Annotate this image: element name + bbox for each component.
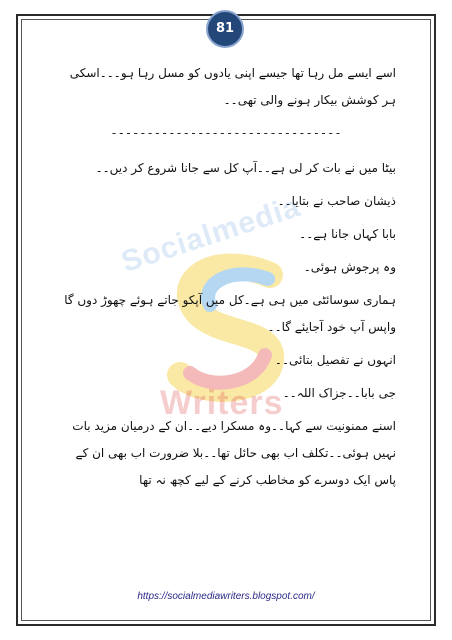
story-body [56,60,396,500]
paragraph: ذیشان صاحب نے بتایا۔۔ [277,194,396,208]
section-separator: -------------------------------- [110,126,342,140]
footer-url-link[interactable]: https://socialmediawriters.blogspot.com/ [137,591,315,602]
paragraph: ہماری سوسائٹی میں ہی ہے۔کل میں آپکو جاتے ہوئے چھوڑ دوں گا واپس آپ خود آجایئے گا۔۔ [64,293,396,334]
paragraph: بیٹا میں نے بات کر لی ہے۔۔آپ کل سے جانا شروع کر دیں۔۔ [95,161,396,175]
paragraph: جی بابا۔۔جزاک اللہ۔۔ [282,386,396,400]
paragraph: بابا کہاں جانا ہے۔۔ [299,227,396,241]
paragraph: وہ پرجوش ہوئی۔ [303,260,396,274]
paragraph: اسے ایسے مل رہا تھا جیسے اپنی یادوں کو مسل رہا ہو۔۔۔اسکی ہر کوشش بیکار ہونے والی تھی۔۔ [69,66,396,107]
watermark-bottom-text: Writers [160,384,284,422]
paragraph: انہوں نے تفصیل بتائی۔۔ [274,353,396,367]
paragraph: اسنے ممنونیت سے کہا۔۔وہ مسکرا دیے۔۔ان کے درمیان مزید بات نہیں ہوئی۔۔تکلف اب بھی حائل تھا۔۔بلا ضرورت اب بھی ان کے پاس ایک دوسرے کو مخاطب کرنے کے لیے کچھ نہ تھا [72,419,396,487]
page-number-badge: 81 [206,10,244,48]
watermark-top-text: Socialmedia [117,190,305,279]
